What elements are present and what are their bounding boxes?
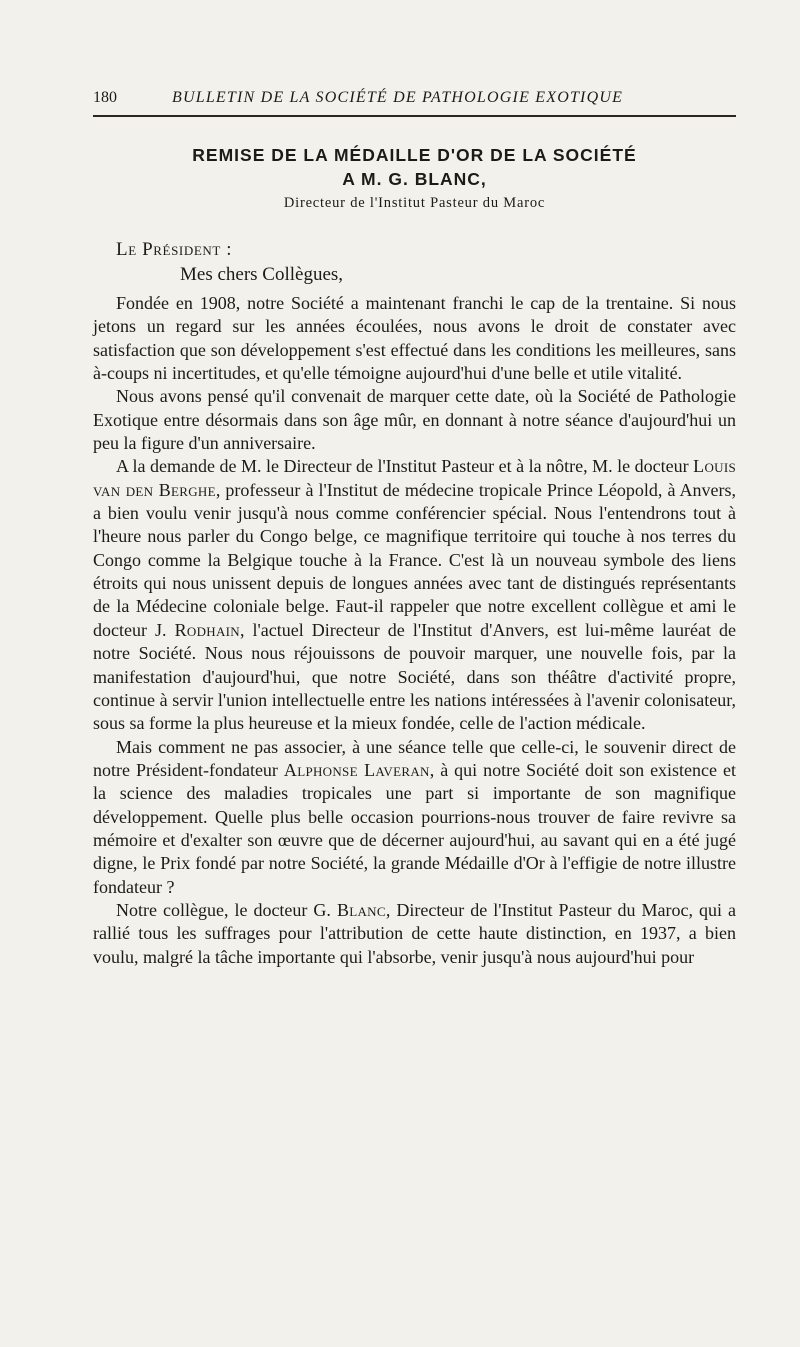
person-name-laveran: Alphonse Laveran: [283, 759, 430, 780]
running-title: BULLETIN DE LA SOCIÉTÉ DE PATHOLOGIE EXOTIQUE: [172, 89, 624, 106]
header-rule: [93, 115, 736, 117]
paragraph-4-text-a: Mais comment ne pas associer, à une séance telle que celle-ci, le souvenir direct de notre Président-fondateur: [93, 736, 736, 780]
body-text: [93, 292, 736, 969]
paragraph-1-text: Fondée en 1908, notre Société a maintenant franchi le cap de la trentaine. Si nous jetons un regard sur les années écoulées, nous avons le droit de constater avec satisfaction que son développement s'est effectué dans les conditions les meilleures, sans à-coups ni incertitudes, et qu'elle témoigne aujourd'hui d'une belle et utile vitalité.: [93, 293, 736, 384]
running-header: [93, 86, 736, 112]
article-subtitle: Directeur de l'Institut Pasteur du Maroc: [283, 195, 546, 211]
page-number: 180: [93, 89, 117, 106]
person-name-rodhain: Rodhain: [174, 619, 240, 640]
paragraph-3-text-c: , l'actuel Directeur de l'Institut d'Anvers, est lui-même lauréat de notre Société. Nous nous réjouissons de pouvoir marquer, une nouvelle fois, par la manifestation d'aujourd'hui, que notre Société, dans son théâtre d'activité propre, continue à servir l'union intellectuelle entre les nations intéressées à l'avenir colonisateur, sous sa forme la plus heureuse et la mieux fondée, celle de l'action médicale.: [93, 619, 737, 734]
article-title-line2: A M. G. BLANC,: [342, 169, 487, 189]
salutation: Mes chers Collègues,: [180, 264, 344, 285]
paragraph-3-text-a: A la demande de M. le Directeur de l'Institut Pasteur et à la nôtre, M. le docteur: [116, 456, 694, 477]
article-title-block: [93, 143, 736, 214]
paragraph-4-text-b: , à qui notre Société doit son existence et la science des maladies tropicales une part si importante de son magnifique développement. Quelle plus belle occasion pourrions-nous trouver de faire revivre sa mémoire et d'exalter son œuvre que de décerner aujourd'hui, au savant qui en a été jugé digne, le Prix fondé par notre Société, la grande Médaille d'Or à l'effigie de notre illustre fondateur ?: [93, 759, 737, 897]
speaker-label: Le Président :: [116, 239, 233, 260]
paragraph-2-text: Nous avons pensé qu'il convenait de marquer cette date, où la Société de Pathologie Exotique entre désormais dans son âge mûr, en donnant à notre séance d'aujourd'hui un peu la figure d'un anniversaire.: [93, 386, 736, 454]
paragraph-5: [93, 899, 736, 969]
paragraph-5-text-a: Notre collègue, le docteur G.: [116, 899, 337, 920]
paragraph-2: [93, 385, 736, 455]
paragraph-3: [93, 455, 736, 735]
paragraph-5-text-b: , Directeur de l'Institut Pasteur du Maroc, qui a rallié tous les suffrages pour l'attribution de cette haute distinction, en 1937, a bien voulu, malgré la tâche importante qui l'absorbe, venir jusqu'à nous aujourd'hui pour: [93, 899, 737, 967]
article-title-line1: REMISE DE LA MÉDAILLE D'OR DE LA SOCIÉTÉ: [192, 145, 637, 165]
person-name-van-den-berghe: Louis van den Berghe: [93, 456, 736, 500]
paragraph-3-text-b: , professeur à l'Institut de médecine tropicale Prince Léopold, à Anvers, a bien voulu venir jusqu'à nous comme conférencier spécial. Nous l'entendrons tout à l'heure nous parler du Congo belge, ce magnifique territoire qui touche à nos terres du Congo comme la Belgique touche à la France. C'est là un nouveau symbole des liens étroits qui nous unissent depuis de longues années avec tant de distingués représentants de la Médecine coloniale belge. Faut-il rappeler que notre excellent collègue et ami le docteur J.: [93, 479, 736, 640]
paragraph-1: [93, 292, 736, 385]
paragraph-4: [93, 736, 736, 899]
person-name-blanc: Blanc: [336, 899, 386, 920]
